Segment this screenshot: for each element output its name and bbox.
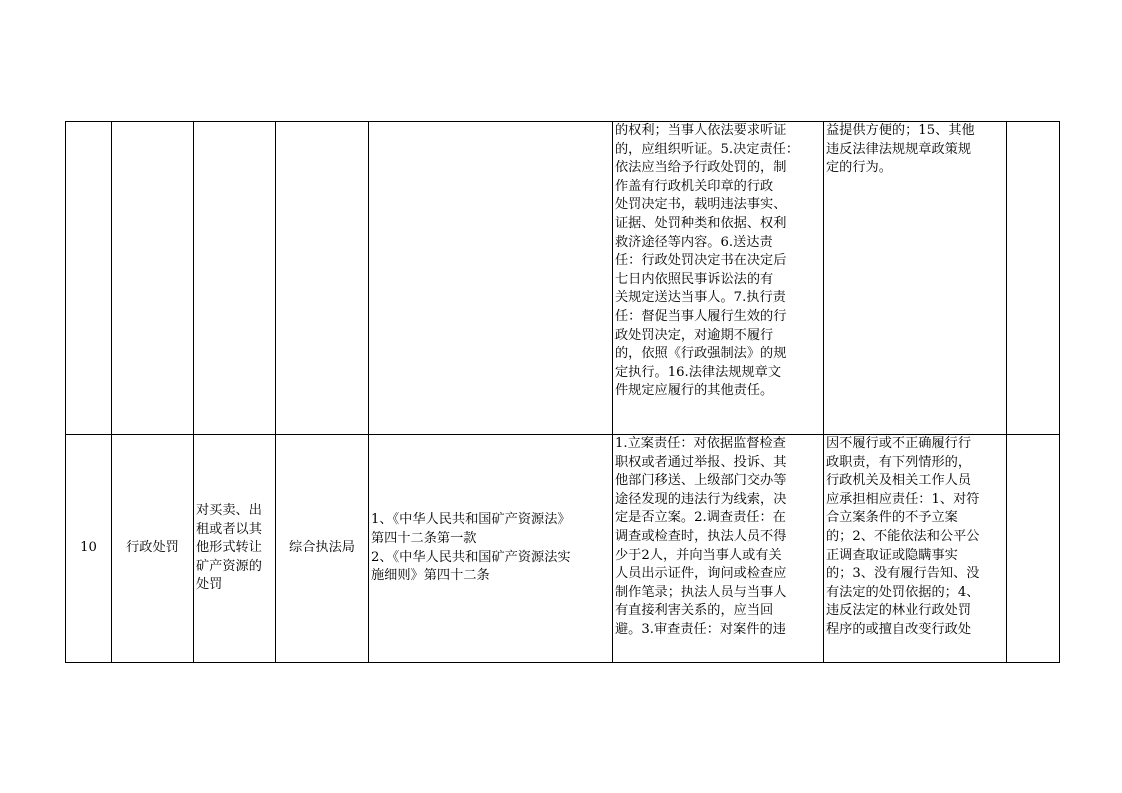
table-row-10 [66, 435, 1060, 663]
cell-number: 10 [66, 435, 112, 663]
responsibility-line: 有直接利害关系的，应当回 [615, 603, 774, 619]
responsibility-line: 证据、处罚种类和依据、权利 [615, 215, 787, 231]
power-list-table [65, 121, 1060, 663]
responsibility-line: 职权或者通过举报、投诉、其 [615, 454, 787, 470]
item-name-line: 矿产资源的 [196, 558, 262, 574]
table-row-continued [66, 122, 1060, 435]
responsibility-line: 件规定应履行的其他责任。 [615, 383, 774, 399]
accountability-line: 行政机关及相关工作人员 [826, 473, 972, 489]
responsibility-line: 的权利；当事人依法要求听证 [615, 123, 787, 138]
responsibility-line: 的，依照《行政强制法》的规 [615, 346, 787, 362]
cell-accountability [824, 122, 1007, 435]
responsibility-line: 少于2人，并向当事人或有关 [615, 547, 782, 563]
responsibility-line: 救济途径等内容。6.送达责 [615, 234, 773, 250]
responsibility-line: 途径发现的违法行为线索，决 [615, 491, 787, 507]
cell-number [66, 122, 112, 435]
cell-department: 综合执法局 [276, 435, 369, 663]
item-name-line: 对买卖、出 [196, 503, 262, 519]
legal-basis-line: 第四十二条第一款 [371, 530, 477, 546]
responsibility-line: 政处罚决定，对逾期不履行 [615, 327, 774, 343]
responsibility-line: 任：行政处罚决定书在决定后 [615, 253, 787, 269]
cell-legal-basis [369, 122, 613, 435]
accountability-line: 合立案条件的不予立案 [826, 510, 958, 526]
responsibility-line: 的，应组织听证。5.决定责任： [615, 141, 800, 157]
responsibility-line: 任：督促当事人履行生效的行 [615, 308, 787, 324]
cell-category: 行政处罚 [112, 435, 194, 663]
cell-remark [1007, 122, 1060, 435]
cell-item-name [194, 435, 276, 663]
accountability-line: 违反法定的林业行政处罚 [826, 603, 972, 619]
cell-remark [1007, 435, 1060, 663]
accountability-line: 政职责，有下列情形的， [826, 454, 972, 470]
cell-item-name [194, 122, 276, 435]
responsibility-line: 处罚决定书，载明违法事实、 [615, 197, 787, 213]
responsibility-line: 调查或检查时，执法人员不得 [615, 528, 787, 544]
accountability-line: 违反法律法规规章政策规 [826, 141, 972, 157]
cell-accountability [824, 435, 1007, 663]
legal-basis-line: 1、《中华人民共和国矿产资源法》 [371, 512, 571, 528]
item-name-line: 租或者以其 [196, 521, 262, 537]
responsibility-line: 依法应当给予行政处罚的，制 [615, 160, 787, 176]
cell-responsibility [613, 122, 824, 435]
cell-department [276, 122, 369, 435]
cell-legal-basis [369, 435, 613, 663]
responsibility-line: 定是否立案。2.调查责任：在 [615, 510, 786, 526]
responsibility-line: 关规定送达当事人。7.执行责 [615, 290, 786, 306]
legal-basis-line: 2、《中华人民共和国矿产资源法实 [371, 549, 571, 565]
responsibility-line: 定执行。16.法律法规规章文 [615, 364, 782, 380]
responsibility-line: 制作笔录；执法人员与当事人 [615, 584, 787, 600]
accountability-line: 的；2、不能依法和公平公 [826, 528, 980, 544]
responsibility-line: 作盖有行政机关印章的行政 [615, 178, 774, 194]
accountability-line: 应承担相应责任：1、对符 [826, 491, 980, 507]
responsibility-line: 避。3.审查责任：对案件的违 [615, 621, 786, 637]
cell-responsibility [613, 435, 824, 663]
item-name-line: 他形式转让 [196, 540, 262, 556]
accountability-line: 正调查取证或隐瞒事实 [826, 547, 958, 563]
accountability-line: 定的行为。 [826, 160, 892, 176]
accountability-line: 有法定的处罚依据的；4、 [826, 584, 980, 600]
accountability-line: 程序的或擅自改变行政处 [826, 621, 972, 637]
responsibility-line: 七日内依照民事诉讼法的有 [615, 271, 774, 287]
responsibility-line: 他部门移送、上级部门交办等 [615, 473, 787, 489]
accountability-line: 因不履行或不正确履行行 [826, 436, 972, 451]
item-name-line: 处罚 [196, 577, 223, 593]
accountability-line: 的；3、没有履行告知、没 [826, 566, 980, 582]
cell-category [112, 122, 194, 435]
responsibility-line: 1.立案责任：对依据监督检查 [615, 436, 786, 451]
accountability-line: 益提供方便的；15、其他 [826, 123, 975, 138]
responsibility-line: 人员出示证件，询问或检查应 [615, 566, 787, 582]
legal-basis-line: 施细则》第四十二条 [371, 568, 490, 584]
